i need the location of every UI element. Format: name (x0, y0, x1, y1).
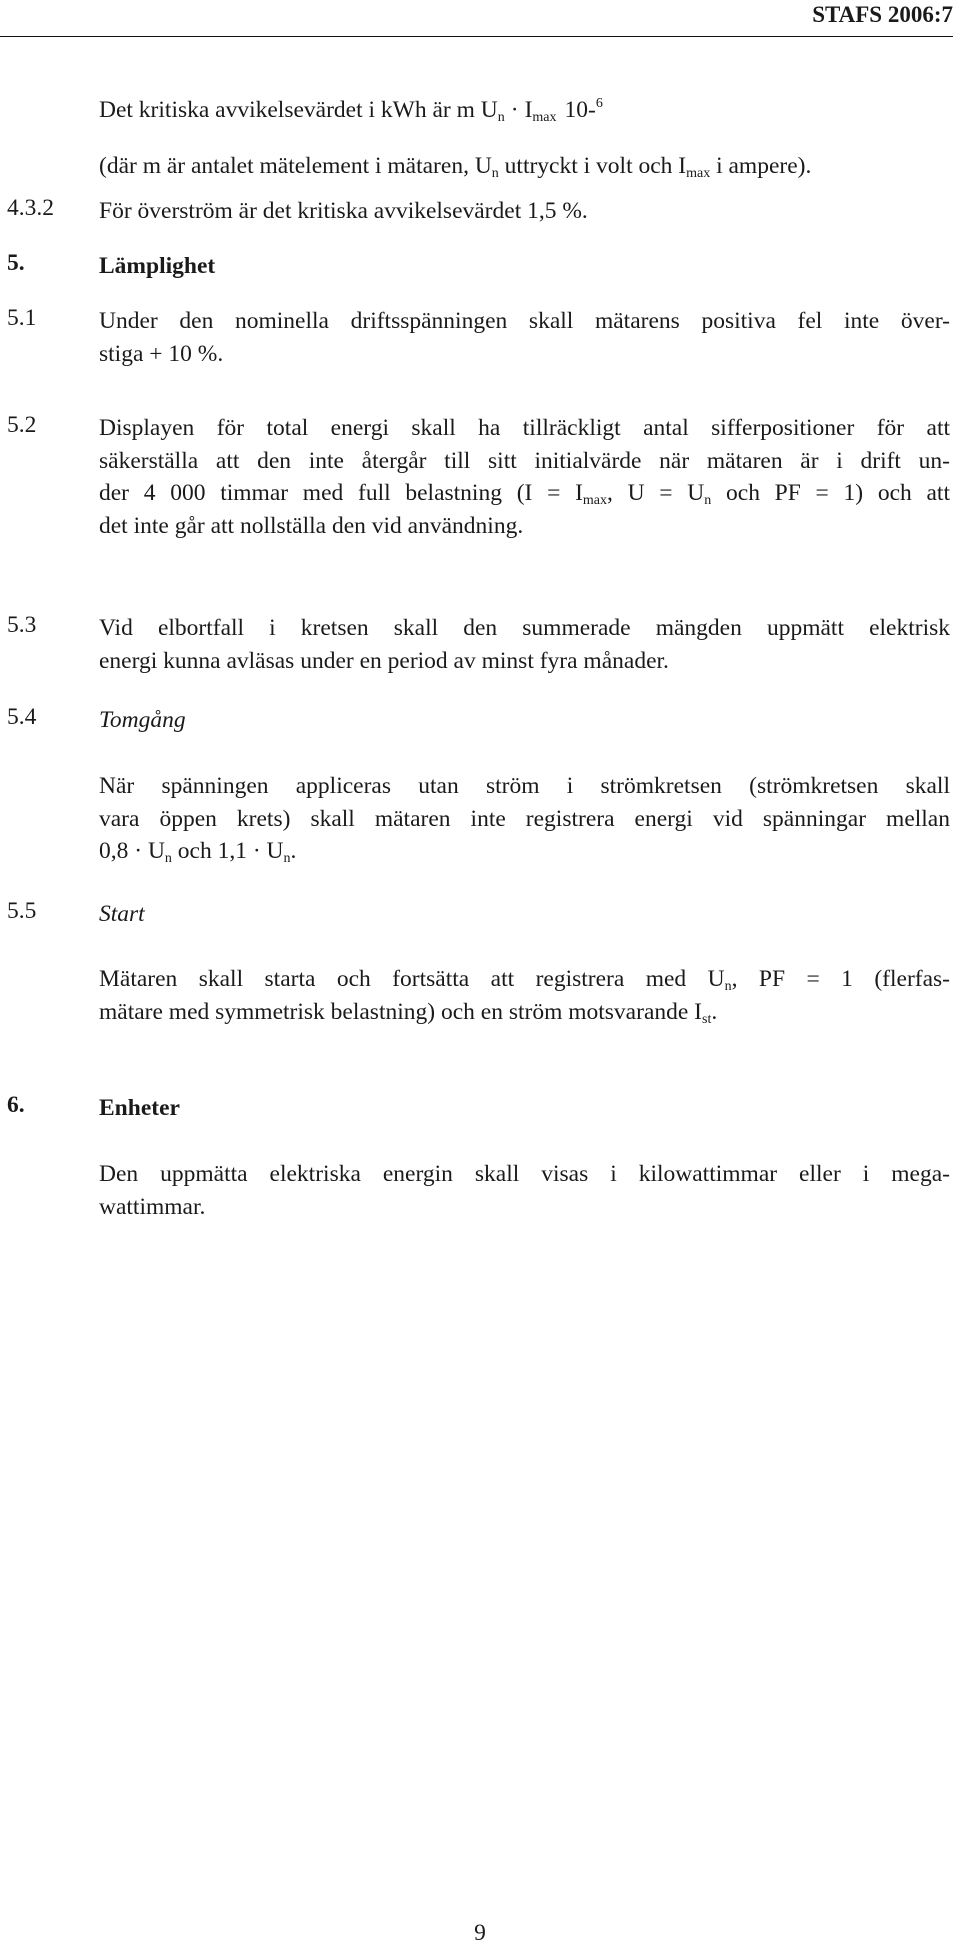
section-text: För överström är det kritiska avvikelsevärdet 1,5 %. (99, 198, 588, 224)
section-number: 5. (7, 250, 25, 276)
section-number: 6. (7, 1092, 25, 1118)
page-header (0, 0, 953, 37)
section-title: Start (99, 901, 145, 927)
section-number: 5.1 (7, 305, 37, 331)
section-paragraph: Displayen för total energi skall ha tillräckligt antal sifferpositioner för att säkerställa att den inte återgår till sitt initialvärde när mätaren är i drift un- der 4 000 timmar med full belastning ($I = I_{max}$, $U = U_n$ och PF = 1) och att det inte går att nollställa den vid användning. (99, 415, 950, 539)
section-number: 5.3 (7, 612, 37, 638)
section-paragraph: Vid elbortfall i kretsen skall den summerade mängden uppmätt elektrisk energi kunna avläsas under en period av minst fyra månader. (99, 615, 950, 674)
section-title: Lämplighet (99, 253, 216, 279)
page-number: 9 (474, 1920, 486, 1946)
formula-note: (där m är antalet mätelement i mätaren, $U_n$ uttryckt i volt och $I_{max}$ i ampere). (99, 153, 812, 181)
section-paragraph: Mätaren skall starta och fortsätta att registrera med $U_n$, PF = 1 (flerfas- mätare med symmetrisk belastning) och en ström motsvarande $I_{st}$. (99, 966, 950, 1027)
section-paragraph: Den uppmätta elektriska energin skall visas i kilowattimmar eller i mega- wattimmar. (99, 1161, 950, 1220)
section-number: 4.3.2 (7, 195, 54, 221)
section-title: Tomgång (99, 707, 186, 733)
section-paragraph: Under den nominella driftsspänningen skall mätarens positiva fel inte över- stiga + 10 %. (99, 308, 950, 367)
section-number: 5.2 (7, 412, 37, 438)
formula-line: Det kritiska avvikelsevärdet i kWh är m $U_n \cdot I_{max}$ 10-$^6$ (99, 96, 603, 125)
document-code: STAFS 2006:7 (812, 2, 953, 27)
section-number: 5.5 (7, 898, 37, 924)
section-title: Enheter (99, 1095, 180, 1121)
section-number: 5.4 (7, 704, 37, 730)
section-paragraph: När spänningen appliceras utan ström i strömkretsen (strömkretsen skall vara öppen krets) skall mätaren inte registrera energi vid spänningar mellan $0,8 \cdot U_n$ och $1,1 \cdot U_n$. (99, 773, 950, 866)
